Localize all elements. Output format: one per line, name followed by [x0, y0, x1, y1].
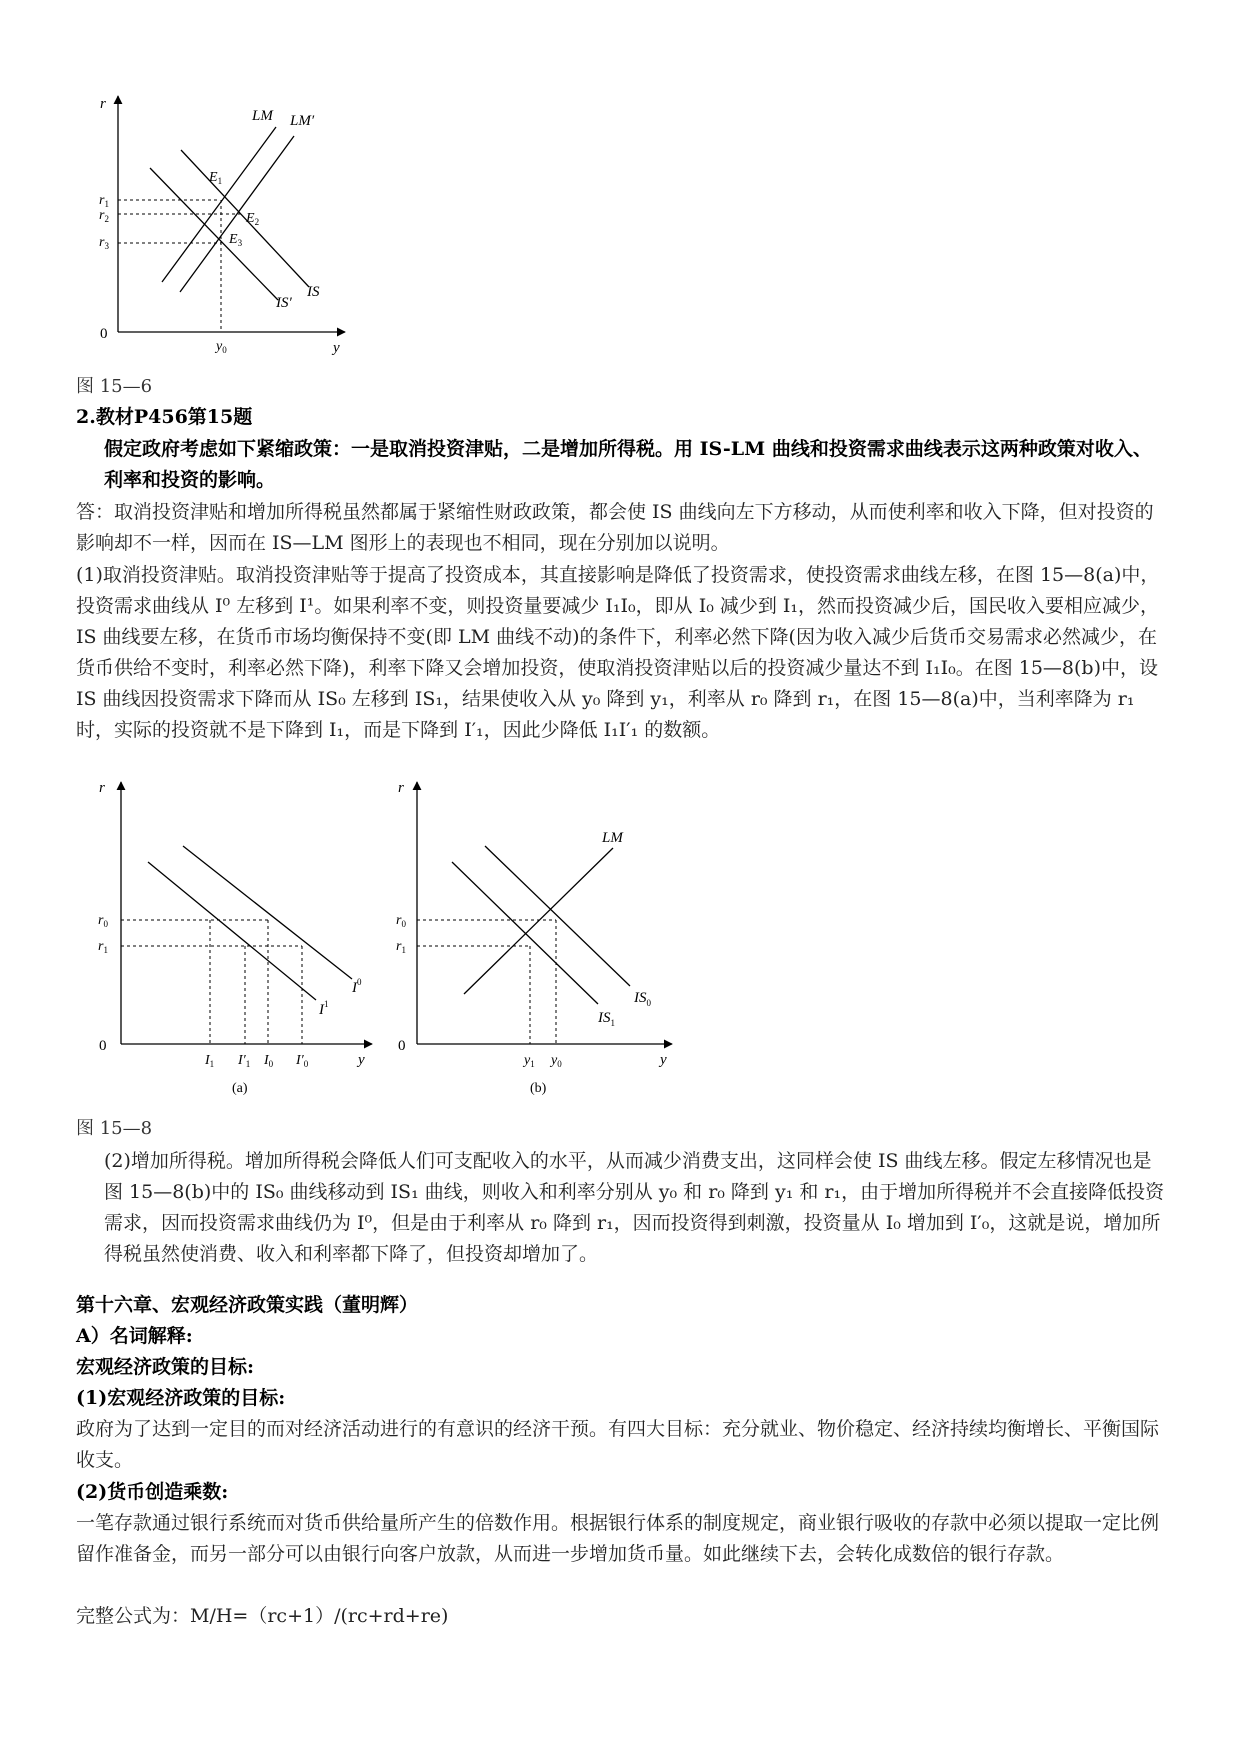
lm-label: LM [252, 108, 273, 124]
item1-title: (1)宏观经济政策的目标: [76, 1387, 286, 1409]
e1-label: $E_1$ [209, 170, 223, 186]
a-tick-i0: $I_0$ [264, 1053, 274, 1069]
r-axis-label: r [100, 96, 106, 112]
a-i0-curve-label: $I^0$ [352, 977, 362, 996]
a-tick-i1: $I_1$ [205, 1053, 215, 1069]
item2-text: 一笔存款通过银行系统而对货币供给量所产生的倍数作用。根据银行体系的制度规定，商业银行吸收的存款中必须以提取一定比例留作准备金，而另一部分可以由银行向客户放款，从而进一步增加货币量。如此继续下去，会转化成数倍的银行存款。 [76, 1512, 1160, 1565]
section-a-heading: A）名词解释: [76, 1325, 193, 1347]
r1-label: $r_1$ [99, 193, 109, 209]
y0-label: $y_0$ [216, 339, 227, 355]
figure-15-6 [76, 86, 356, 356]
a-y-label: y [358, 1052, 365, 1068]
chapter-16-title: 第十六章、宏观经济政策实践（董明辉） [76, 1294, 419, 1316]
q2-question: 假定政府考虑如下紧缩政策：一是取消投资津贴，二是增加所得税。用 IS-LM 曲线和投资需求曲线表示这两种政策对收入、利率和投资的影响。 [104, 438, 1152, 491]
q2-answer-intro: 答：取消投资津贴和增加所得税虽然都属于紧缩性财政政策，都会使 IS 曲线向左下方移动，从而使利率和收入下降，但对投资的影响却不一样，因而在 IS—LM 图形上的表现也不相同，现在分别加以说明。 [76, 501, 1154, 554]
b-is0-label: $IS_0$ [634, 990, 651, 1008]
figure-15-8-caption: 图 15—8 [76, 1118, 153, 1139]
r2-label: $r_2$ [99, 208, 109, 224]
y-axis-label: y [333, 340, 340, 356]
b-lm-curve [464, 848, 613, 994]
b-lm-label: LM [602, 830, 623, 846]
lm-curve [162, 127, 276, 282]
a-r0-label: $r_0$ [98, 913, 108, 929]
a-panel-label: (a) [232, 1081, 248, 1096]
b-panel-label: (b) [530, 1081, 547, 1096]
b-y-label: y [660, 1052, 667, 1068]
figure-15-8b [396, 780, 672, 1096]
lm-prime-label: LM′ [290, 113, 315, 129]
a-tick-i1p: $I'_1$ [238, 1053, 251, 1069]
a-i0-curve [183, 846, 352, 979]
figure-15-8 [76, 772, 706, 1102]
item2-title: (2)货币创造乘数: [76, 1481, 229, 1503]
a-tick-i0p: $I'_0$ [296, 1053, 309, 1069]
e2-label: $E_2$ [246, 211, 260, 227]
is-label: IS [307, 284, 320, 300]
q2-answer-p1: (1)取消投资津贴。取消投资津贴等于提高了投资成本，其直接影响是降低了投资需求，使投资需求曲线左移，在图 15—8(a)中，投资需求曲线从 I⁰ 左移到 I¹。如果利率不变，则投资量要减少 I₁I₀，即从 I₀ 减少到 I₁，然而投资减少后，国民收入要相应减少，IS 曲线要左移，在货币市场均衡保持不变(即 LM 曲线不动)的条件下，利率必然下降(因为收入减少后货币交易需求必然减少，在货币供给不变时，利率必然下降)，利率下降又会增加投资，使取消投资津贴以后的投资减少量达不到 I₁I₀。在图 15—8(b)中，设 IS 曲线因投资需求下降而从 IS₀ 左移到 IS₁，结果使收入从 y₀ 降到 y₁，利率从 r₀ 降到 r₁，在图 15—8(a)中，当利率降为 r₁ 时，实际的投资就不是下降到 I₁，而是下降到 I′₁，因此少降低 I₁I′₁ 的数额。 [76, 564, 1160, 741]
b-origin: 0 [398, 1038, 406, 1054]
item1-text: 政府为了达到一定目的而对经济活动进行的有意识的经济干预。有四大目标：充分就业、物价稳定、经济持续均衡增长、平衡国际收支。 [76, 1418, 1160, 1471]
b-tick-y1: $y_1$ [524, 1053, 535, 1069]
figure-15-8a [98, 780, 372, 1096]
a-i1-curve-label: $I^1$ [319, 999, 329, 1018]
origin-label: 0 [100, 326, 108, 342]
formula-line: 完整公式为：M/H=（rc+1）/(rc+rd+re) [76, 1605, 449, 1627]
a-r-label: r [99, 780, 105, 796]
b-r-label: r [398, 780, 404, 796]
b-tick-y0: $y_0$ [551, 1053, 562, 1069]
term-heading: 宏观经济政策的目标: [76, 1356, 255, 1378]
e3-label: $E_3$ [229, 232, 243, 248]
a-origin: 0 [99, 1038, 107, 1054]
b-r1-label: $r_1$ [396, 939, 406, 955]
b-is1-label: $IS_1$ [598, 1010, 615, 1028]
figure-15-6-caption: 图 15—6 [76, 376, 153, 397]
b-r0-label: $r_0$ [396, 913, 406, 929]
q2-heading: 2.教材P456第15题 [76, 406, 253, 428]
a-r1-label: $r_1$ [98, 939, 108, 955]
answer-p2: (2)增加所得税。增加所得税会降低人们可支配收入的水平，从而减少消费支出，这同样会使 IS 曲线左移。假定左移情况也是图 15—8(b)中的 IS₀ 曲线移动到 IS₁ 曲线，则收入和利率分别从 y₀ 和 r₀ 降到 y₁ 和 r₁，由于增加所得税并不会直接降低投资需求，因而投资需求曲线仍为 I⁰，但是由于利率从 r₀ 降到 r₁，因而投资得到刺激，投资量从 I₀ 增加到 I′₀，这就是说，增加所得税虽然使消费、收入和利率都下降了，但投资却增加了。 [104, 1150, 1165, 1265]
is-prime-label: IS′ [276, 295, 292, 311]
r3-label: $r_3$ [99, 235, 109, 251]
